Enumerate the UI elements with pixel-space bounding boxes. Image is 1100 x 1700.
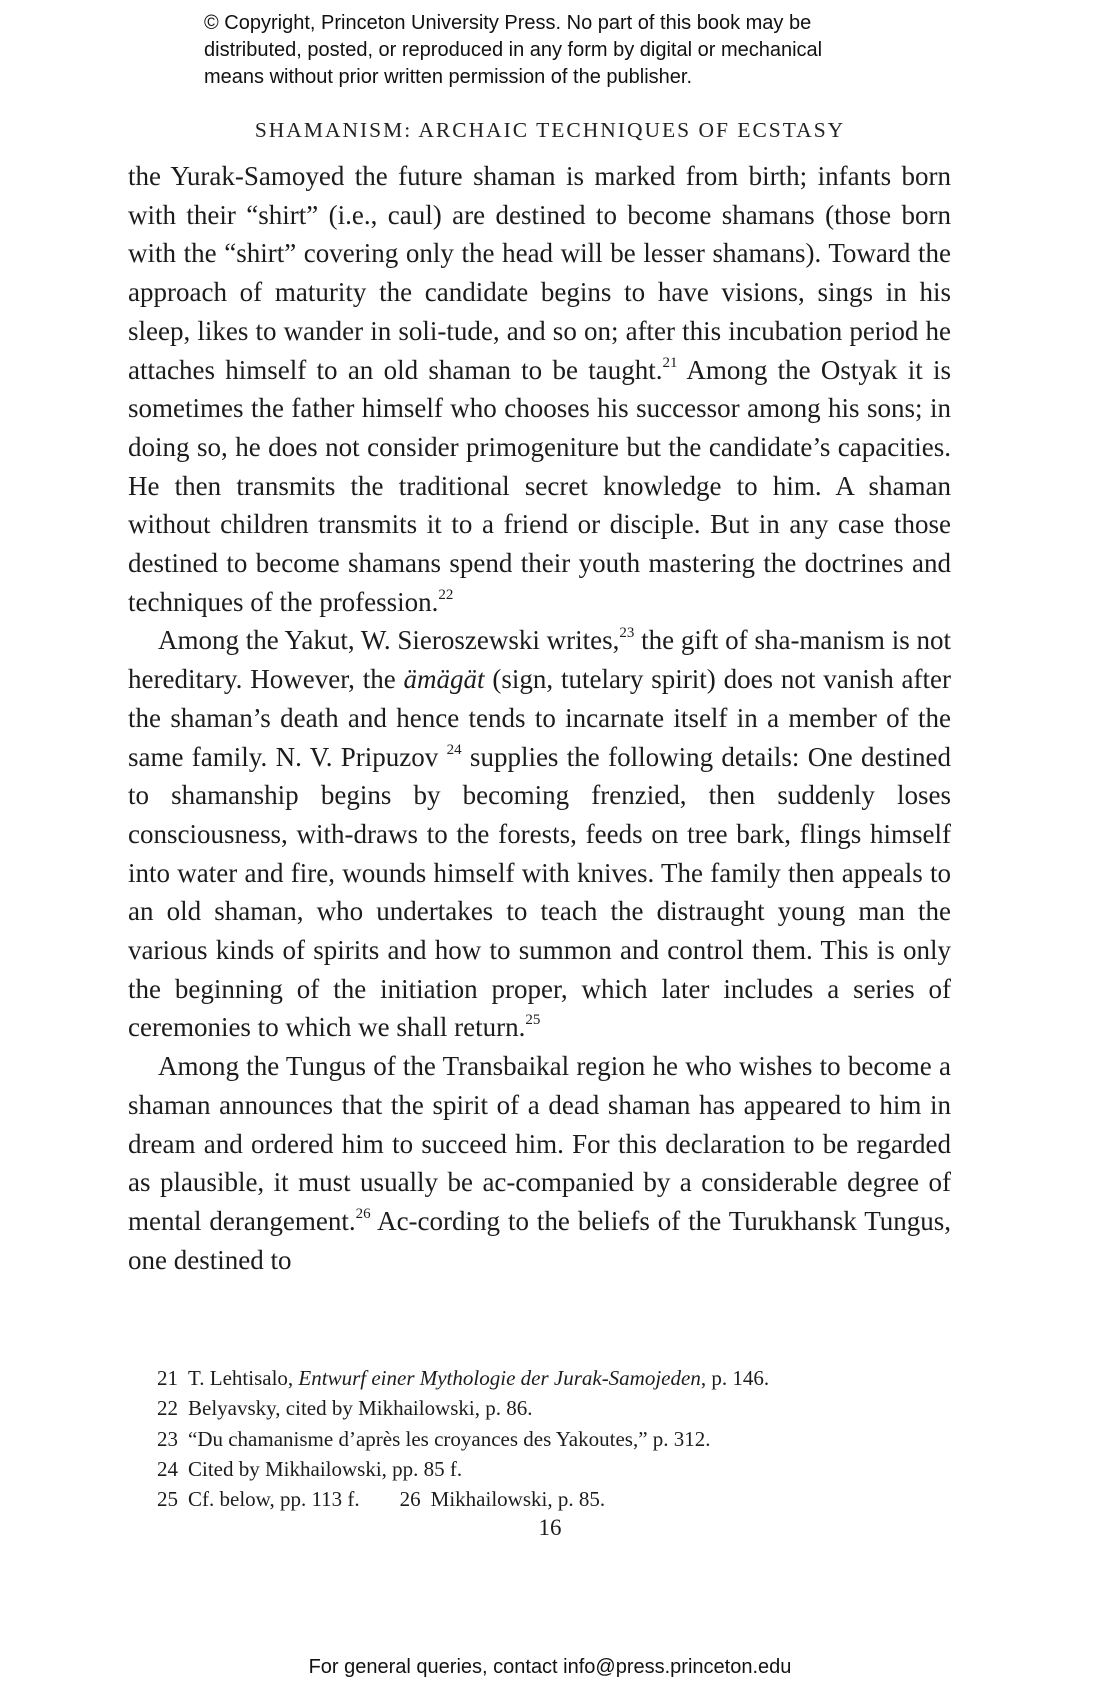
footnote-number: 21 [157,1366,178,1390]
italic-term: ämägät [403,664,485,695]
footnotes [157,1363,951,1514]
paragraph-2 [128,621,951,1047]
footnote-number: 24 [157,1456,178,1481]
footnote-text: “Du chamanisme d’après les croyances des Yakoutes,” p. 312. [188,1426,711,1451]
footnote-24 [157,1454,951,1484]
copyright-line: distributed, posted, or reproduced in any form by digital or mechanical [204,39,823,61]
text-run: Ac-cording to the beliefs of the Turukhansk Tungus, one destined to [128,1205,951,1275]
text-run: Among the Yakut, W. Sieroszewski writes, [158,625,620,656]
footnote-text: Cited by Mikhailowski, pp. 85 f. [188,1456,463,1481]
page-number: 16 [538,1515,562,1540]
copyright-notice [204,10,924,91]
footnote-text: Belyavsky, cited by Mikhailowski, p. 86. [188,1396,533,1421]
text-run: the Yurak-Samoyed the future shaman is marked from birth; infants born with their “shirt” (i.e., caul) are destined to become shamans (those born with the “shirt” covering only the head will be lesser shamans). Toward the approach of maturity the candidate begins to have visions, sings in his sleep, likes to wander in soli-tude, and so on; after this incubation period he attaches himself to an old shaman to be taught. [128,161,951,385]
footnote-title: Entwurf einer Mythologie der Jurak-Samojeden [298,1366,701,1390]
footnote-21 [157,1363,951,1393]
copyright-line: © Copyright, Princeton University Press. No part of this book may be [204,12,812,34]
text-run: the gift of sha-manism is not hereditary. However, the [128,625,951,695]
text-run: supplies the following details: One destined to shamanship begins by becoming frenzied, then suddenly loses consciousness, with-draws to the forests, feeds on tree bark, flings himself into water and fire, wounds himself with knives. The family then appeals to an old shaman, who undertakes to teach the distraught young man the various kinds of spirits and how to summon and control them. This is only the beginning of the initiation proper, which later includes a series of ceremonies to which we shall return. [128,741,951,1043]
footnote-ref-25: 25 [525,1012,541,1029]
paragraph-3 [128,1047,951,1279]
footnote-text: , p. 146. [700,1366,770,1390]
footnote-ref-21: 21 [662,354,678,371]
footnote-23 [157,1424,951,1454]
footnote-ref-24: 24 [446,741,462,758]
body-text [128,157,951,1279]
footnote-number: 23 [157,1426,178,1451]
footnote-number: 22 [157,1396,178,1421]
footnote-22 [157,1393,951,1423]
paragraph-1 [128,157,951,621]
footnote-number: 25 [157,1487,178,1512]
footnote-number: 26 [399,1487,421,1512]
footnote-ref-22: 22 [438,586,454,603]
text-run: Among the Tungus of the Transbaikal region he who wishes to become a shaman announces that the spirit of a dead shaman has appeared to him in dream and ordered him to succeed him. For this declaration to be regarded as plausible, it must usually be ac-companied by a considerable degree of mental derangement. [128,1051,951,1236]
footnote-25-26 [157,1484,951,1514]
text-run: Among the Ostyak it is sometimes the father himself who chooses his successor among his sons; in doing so, he does not consider primogeniture but the candidate’s capacities. He then transmits the traditional secret knowledge to him. A shaman without children transmits it to a friend or disciple. But in any case those destined to become shamans spend their youth mastering the doctrines and techniques of the profession. [128,354,952,617]
footnote-ref-26: 26 [355,1205,371,1222]
running-head: SHAMANISM: ARCHAIC TECHNIQUES OF ECSTASY [254,118,846,142]
footnote-text: T. Lehtisalo, [188,1366,299,1390]
footnote-26 [400,1487,605,1511]
copyright-line: means without prior written permission of the publisher. [204,66,693,88]
footnote-ref-23: 23 [619,625,635,642]
footnote-text: Mikhailowski, p. 85. [430,1487,606,1512]
footnote-text: Cf. below, pp. 113 f. [188,1487,360,1512]
contact-footer: For general queries, contact info@press.princeton.edu [308,1656,792,1678]
text-run: (sign, tutelary spirit) does not vanish after the shaman’s death and hence tends to incarnate itself in a member of the same family. N. V. Pripuzov [128,664,951,772]
